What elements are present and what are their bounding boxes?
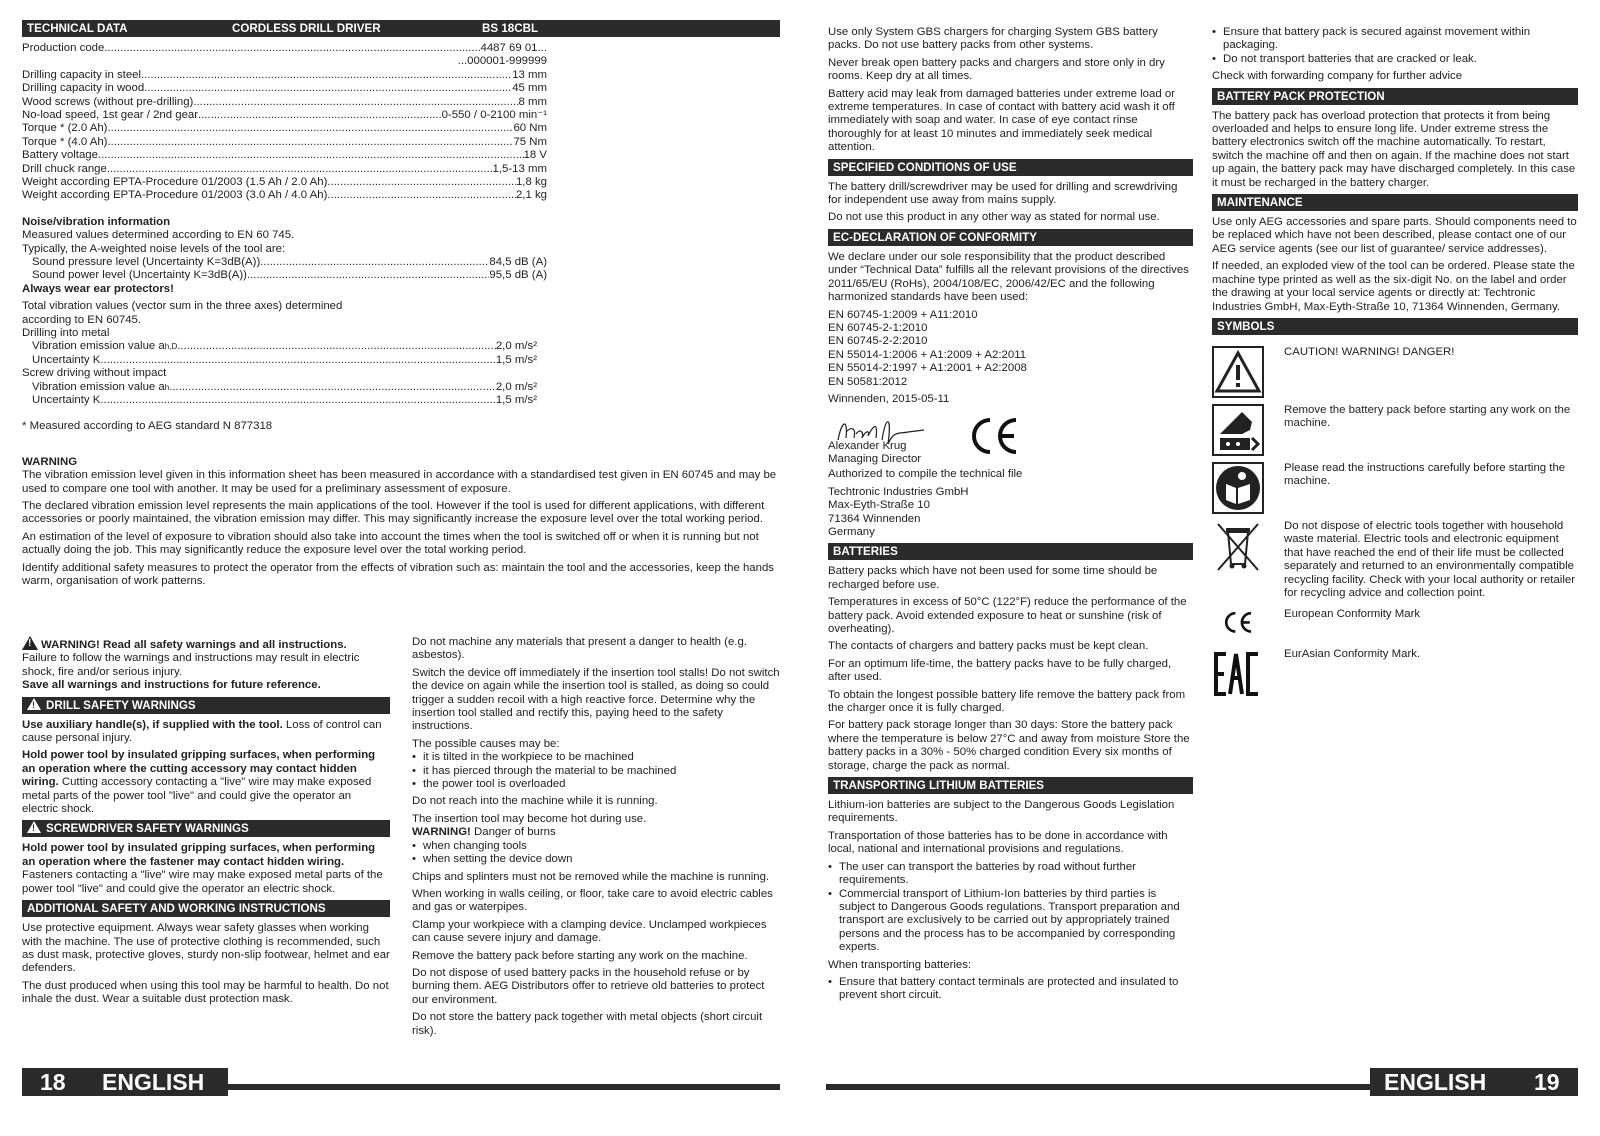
spec-label: Vibration emission value a [32, 340, 165, 353]
right-footer-rule [826, 1084, 1370, 1090]
spec-row [22, 269, 547, 282]
drill-safety-header-label: DRILL SAFETY WARNINGS [46, 698, 196, 712]
spec-subscript: h [164, 382, 170, 392]
spec-row [22, 256, 547, 269]
spec-row [22, 96, 547, 109]
standards-list [828, 309, 1193, 389]
page-number: 19 [1534, 1069, 1560, 1095]
spec-row [22, 122, 547, 135]
maintenance-paragraph: Use only AEG accessories and spare parts. Should components need to be replaced which have not been described, please contact one of our AEG service agents (see our list of guarantee/ service addresses). [1212, 216, 1577, 255]
spec-label: Sound pressure level (Uncertainty K=3dB(A)) [32, 255, 261, 268]
vibration-screw-table [22, 381, 537, 408]
spec-row [22, 149, 547, 162]
symbols-header [1212, 318, 1578, 335]
cause-item: • it is tilted in the workpiece to be machined [412, 751, 780, 764]
spec-value: 18 V [523, 149, 547, 162]
left-page-technical [22, 20, 780, 592]
spec-row [22, 69, 547, 82]
additional-safety-header [22, 900, 390, 917]
ec-declaration-header [828, 229, 1193, 246]
spec-value: 95,5 dB (A) [489, 269, 547, 282]
spec-label: Drill chuck range [22, 162, 107, 175]
leader-dots [98, 149, 524, 162]
spec-value: 1,5 m/s² [495, 393, 537, 406]
leader-dots [104, 42, 480, 55]
spec-value: 84,5 dB (A) [489, 255, 547, 268]
signer-role: Managing Director [828, 453, 922, 466]
additional-safety-paragraph: The dust produced when using this tool may be harmful to health. Do not inhale the dust. Wear a suitable dust protection mask. [22, 979, 389, 1006]
company-line: Techtronic Industries GmbH [828, 485, 969, 498]
vibration-screw-title: Screw driving without impact [22, 367, 167, 380]
leader-dots [100, 354, 495, 367]
battery-paragraph: Use only System GBS chargers for charging System GBS battery packs. Do not use battery packs from other systems. [828, 26, 1158, 52]
drill-safety-paragraph [22, 719, 390, 746]
maintenance-paragraph: If needed, an exploded view of the tool can be ordered. Please state the machine type printed as well as the six-digit No. on the label and order the drawing at your local service agents or directly at: Techtronic Industries GmbH, Max-Eyth-Straße 10, 71364 Winnenden, Germany. [1212, 260, 1575, 313]
additional-safety-header-label: ADDITIONAL SAFETY AND WORKING INSTRUCTIONS [27, 902, 326, 916]
specified-paragraph: The battery drill/screwdriver may be used for drilling and screwdriving for independent use away from mains supply. [828, 180, 1178, 207]
spec-row [22, 42, 547, 55]
specified-conditions-label: SPECIFIED CONDITIONS OF USE [833, 160, 1017, 174]
burns-list [412, 840, 780, 867]
transport-item: • Ensure that battery contact terminals are protected and insulated to prevent short circuit. [828, 976, 1193, 1003]
spec-label: No-load speed, 1st gear / 2nd gear [22, 108, 199, 121]
leader-dots [107, 136, 513, 149]
screwdriver-safety-text: Fasteners contacting a "live" wire may make exposed metal parts of the power tool "live" and could give the operator an electric shock. [22, 869, 383, 895]
symbol-text: Do not dispose of electric tools together with household waste material. Electric tools and electronic equipment that have reached the end of their life must be collected separately and returned to an environmentally compatible recycling facility. Check with your local authority or retailer for recycling advice and collection point. [1284, 519, 1575, 599]
batteries-paragraph: Battery packs which have not been used for some time should be recharged before use. [828, 565, 1158, 591]
right-footer [1370, 1068, 1578, 1096]
spec-value: 1,8 kg [515, 175, 547, 188]
symbol-text: CAUTION! WARNING! DANGER! [1284, 345, 1455, 358]
spec-row [22, 176, 547, 189]
noise-table [22, 256, 547, 283]
standard-item: EN 50581:2012 [828, 375, 908, 388]
spec-label: Torque * (4.0 Ah) [22, 135, 108, 148]
read-manual-icon [1212, 462, 1264, 514]
battery-paragraph: Never break open battery packs and chargers and store only in dry rooms. Keep dry at all times. [828, 56, 1165, 83]
spec-row [22, 394, 537, 407]
leader-dots [141, 69, 512, 82]
batteries-paragraph: To obtain the longest possible battery life remove the battery pack from the charger once it is fully charged. [828, 688, 1186, 715]
leader-dots [247, 269, 489, 282]
causes-list [412, 751, 780, 791]
general-warning [22, 636, 390, 652]
transport-item: • The user can transport the batteries by road without further requirements. [828, 861, 1193, 888]
company-line: 71364 Winnenden [828, 512, 921, 525]
instruction-paragraph: The insertion tool may become hot during use. [412, 812, 647, 825]
screwdriver-safety-header-label: SCREWDRIVER SAFETY WARNINGS [46, 822, 249, 836]
spec-label: Torque * (2.0 Ah) [22, 122, 108, 135]
company-address [828, 486, 1193, 540]
batteries-paragraph: The contacts of chargers and battery packs must be kept clean. [828, 640, 1149, 653]
warning-paragraph: An estimation of the level of exposure to vibration should also take into account the times when the tool is switched off or when it is running but not actually doing the job. This may significantly reduce the exposure level over the total working period. [22, 530, 759, 557]
batteries-paragraph: For an optimum life-time, the battery packs have to be fully charged, after used. [828, 657, 1172, 684]
additional-safety-paragraph: Use protective equipment. Always wear safety glasses when working with the machine. The use of protective clothing is recommended, such as dust mask, protective gloves, sturdy non-slip footwear, helmet and ear defenders. [22, 922, 390, 975]
header-product-name: CORDLESS DRILL DRIVER [232, 22, 381, 35]
left-footer-rule [228, 1084, 780, 1090]
ec-paragraph: We declare under our sole responsibility that the product described under “Technical Data” fulfills all the relevant provisions of the directives 2011/65/EU (RoHs), 2004/108/EC, 2006/42/EC and the following harmonized standards have been used: [828, 250, 1189, 304]
warning-triangle-icon [22, 636, 38, 650]
spec-row [22, 55, 547, 68]
transport-item: • Do not transport batteries that are cracked or leak. [1212, 53, 1578, 66]
burn-item: • when setting the device down [412, 853, 780, 866]
warning-triangle-icon [27, 698, 41, 710]
spec-label: Weight according EPTA-Procedure 01/2003 (3.0 Ah / 4.0 Ah) [22, 189, 328, 202]
leader-dots [193, 96, 518, 109]
leader-dots [107, 163, 493, 176]
leader-dots [198, 109, 442, 122]
signer-name: Alexander Krug [828, 440, 907, 453]
spec-label: Drilling capacity in steel [22, 68, 142, 81]
noise-line: Measured values determined according to EN 60 745. [22, 229, 295, 242]
spec-value: 75 Nm [513, 135, 547, 148]
transporting-paragraph: Transportation of those batteries has to be done in accordance with local, national and international provisions and regulations. [828, 829, 1168, 856]
instruction-paragraph: Do not machine any materials that present a danger to health (e.g. asbestos). [412, 636, 747, 662]
spec-row [22, 381, 537, 394]
burns-warning-text: Danger of burns [470, 826, 556, 839]
symbol-text: EurAsian Conformity Mark. [1284, 648, 1421, 661]
leader-dots [100, 394, 495, 407]
warning-paragraph: The declared vibration emission level represents the main applications of the tool. However if the tool is used for different applications, with different accessories or poorly maintained, the vibration emission may differ. This may significantly increase the exposure level over the total working period. [22, 499, 765, 526]
transport-item: • Commercial transport of Lithium-Ion batteries by third parties is subject to Dangerous Goods regulations. Transport preparation and transport are exclusively to be carried out by appropriately trained persons and the process has to be accompanied by corresponding experts. [828, 888, 1193, 955]
spec-label: Vibration emission value a [32, 380, 165, 393]
leader-dots [169, 381, 496, 394]
general-warning-title: WARNING! Read all safety warnings and all instructions. [41, 639, 347, 651]
spec-label: Battery voltage [22, 149, 98, 162]
forwarding-note: Check with forwarding company for further advice [1212, 70, 1463, 83]
noise-title: Noise/vibration information [22, 215, 171, 228]
vibration-line: Total vibration values (vector sum in the three axes) determined [22, 300, 343, 313]
symbols-label: SYMBOLS [1217, 319, 1275, 333]
spec-value: 13 mm [512, 68, 547, 81]
symbol-row [1212, 608, 1578, 642]
batteries-paragraph: For battery pack storage longer than 30 days: Store the battery pack where the temperature is below 27°C and away from moisture Store the battery packs in a 30% - 50% charged condition Every six months of storage, charge the pack as normal. [828, 719, 1190, 772]
instruction-paragraph: When working in walls ceiling, or floor, take care to avoid electric cables and gas or waterpipes. [412, 887, 773, 914]
battery-protection-header [1212, 88, 1578, 105]
drill-safety-bold: Hold power tool by insulated gripping surfaces, when performing an operation where the cutting accessory may contact hidden wiring. [22, 749, 376, 789]
page-number: 18 [40, 1069, 66, 1095]
standard-item: EN 60745-1:2009 + A11:2010 [828, 308, 978, 321]
company-line: Germany [828, 525, 875, 538]
standard-item: EN 55014-2:1997 + A1:2001 + A2:2008 [828, 362, 1027, 375]
leader-dots [327, 176, 516, 189]
symbol-row [1212, 404, 1578, 456]
footer-language: ENGLISH [1384, 1069, 1487, 1095]
transport-list [828, 861, 1193, 955]
technical-data-header [22, 20, 780, 37]
spec-label: Uncertainty K [32, 393, 101, 406]
place-date: Winnenden, 2015-05-11 [828, 392, 950, 405]
transporting-paragraph: Lithium-ion batteries are subject to the Dangerous Goods Legislation requirements. [828, 799, 1175, 825]
drill-safety-bold: Use auxiliary handle(s), if supplied with the tool. [22, 718, 283, 731]
screwdriver-safety-header [22, 820, 390, 837]
spec-value: ...000001-999999 [457, 55, 547, 68]
spec-subscript: h,D [164, 342, 178, 352]
instruction-paragraph: Clamp your workpiece with a clamping device. Unclamped workpieces can cause severe injury and damage. [412, 918, 767, 945]
instruction-paragraph: Do not store the battery pack together with metal objects (short circuit risk). [412, 1011, 763, 1037]
screwdriver-safety-paragraph [22, 842, 390, 896]
standard-item: EN 60745-2-2:2010 [828, 335, 928, 348]
batteries-label: BATTERIES [833, 545, 898, 559]
drill-safety-header [22, 697, 390, 714]
left-footer [22, 1068, 228, 1096]
warning-title: WARNING [22, 455, 78, 468]
ce-mark-icon [1212, 608, 1264, 642]
footer-language: ENGLISH [102, 1069, 205, 1095]
spec-label: Weight according EPTA-Procedure 01/2003 (1.5 Ah / 2.0 Ah) [22, 175, 328, 188]
spec-value: 8 mm [518, 95, 547, 108]
transporting-label: TRANSPORTING LITHIUM BATTERIES [833, 779, 1045, 793]
symbol-row [1212, 346, 1578, 398]
right-page-col1 [828, 26, 1193, 1007]
remove-battery-icon [1212, 404, 1264, 456]
spec-row [22, 354, 537, 367]
right-page-col2 [1212, 26, 1578, 706]
battery-paragraph: Battery acid may leak from damaged batteries under extreme load or extreme temperatures. In case of contact with battery acid wash it off immediately with soap and water. In case of eye contact rinse thoroughly for at least 10 minutes and immediately seek medical attention. [828, 87, 1175, 154]
ear-protection: Always wear ear protectors! [22, 282, 174, 295]
warning-triangle-icon [27, 821, 41, 833]
general-warning-text: Failure to follow the warnings and instructions may result in electric shock, fire and/or serious injury. [22, 652, 360, 678]
spec-table [22, 42, 547, 203]
spec-value: 60 Nm [513, 122, 547, 135]
left-page-safety [22, 636, 390, 1011]
transport-list-continued [1212, 26, 1578, 66]
screwdriver-safety-bold: Hold power tool by insulated gripping surfaces, when performing an operation where the fastener may contact hidden wiring. [22, 842, 376, 868]
instruction-paragraph: Switch the device off immediately if the insertion tool stalls! Do not switch the device on again while the insertion tool is stalled, as doing so could trigger a sudden recoil with a high reactive force. Determine why the insertion tool stalled and rectify this, paying heed to the safety instructions. [412, 666, 780, 733]
spec-row [22, 82, 547, 95]
warning-paragraph: The vibration emission level given in this information sheet has been measured in accordance with a standardised test given in EN 60745 and may be used to compare one tool with another. It may be used for a preliminary assessment of exposure. [22, 469, 777, 495]
transport-list [828, 976, 1193, 1003]
burn-item: • when changing tools [412, 840, 780, 853]
instruction-paragraph: Do not reach into the machine while it is running. [412, 795, 658, 808]
spec-row [22, 136, 547, 149]
drill-safety-text: Cutting accessory contacting a "live" wire may make exposed metal parts of the power tool "live" and could give the operator an electric shock. [22, 776, 372, 816]
authorized-text: Authorized to compile the technical file [828, 468, 1023, 481]
symbol-row [1212, 520, 1578, 600]
spec-row [22, 340, 537, 353]
spec-label: Wood screws (without pre-drilling) [22, 95, 194, 108]
leader-dots [144, 82, 512, 95]
spec-value: 1,5 m/s² [495, 353, 537, 366]
spec-value: 2,0 m/s² [495, 340, 537, 353]
maintenance-label: MAINTENANCE [1217, 196, 1303, 210]
transporting-paragraph: When transporting batteries: [828, 958, 972, 971]
spec-row [22, 189, 547, 202]
instruction-paragraph: Chips and splinters must not be removed while the machine is running. [412, 870, 770, 883]
symbol-text: European Conformity Mark [1284, 608, 1421, 621]
left-page-instructions [412, 636, 780, 1042]
drill-safety-text: Loss of control can cause personal injury. [22, 718, 382, 745]
spec-row [22, 109, 547, 122]
cause-item: • the power tool is overloaded [412, 778, 780, 791]
spec-value: 2,1 kg [515, 189, 547, 202]
cause-item: • it has pierced through the material to be machined [412, 765, 780, 778]
spec-row [22, 163, 547, 176]
specified-conditions-header [828, 159, 1193, 176]
spec-value: 4487 69 01... [480, 42, 547, 54]
battery-protection-paragraph: The battery pack has overload protection that protects it from being overloaded and helps to ensure long life. Under extreme stress the battery electronics switch off the machine automatically. To restart, switch the machine off and then on again. If the machine does not start up again, the battery pack may have discharged completely. In this case it must be recharged in the battery charger. [1212, 109, 1576, 189]
transporting-header [828, 777, 1193, 794]
spec-value: 0-550 / 0-2100 min⁻¹ [441, 108, 547, 121]
spec-label: Production code [22, 42, 105, 54]
caution-triangle-icon [1212, 346, 1264, 398]
leader-dots [260, 256, 489, 269]
warning-paragraph: Identify additional safety measures to protect the operator from the effects of vibration such as: maintain the tool and the accessories, keep the hands warm, organisation of work patterns. [22, 561, 775, 587]
spec-value: 2,0 m/s² [495, 380, 537, 393]
battery-protection-label: BATTERY PACK PROTECTION [1217, 89, 1385, 103]
spec-label: Drilling capacity in wood [22, 82, 145, 95]
vibration-line: according to EN 60745. [22, 313, 142, 326]
standard-item: EN 55014-1:2006 + A1:2009 + A2:2011 [828, 348, 1027, 361]
eac-mark-icon [1212, 648, 1264, 700]
weee-bin-icon [1212, 520, 1264, 572]
symbol-row [1212, 462, 1578, 514]
batteries-header [828, 543, 1193, 560]
standard-item: EN 60745-2-1:2010 [828, 321, 928, 334]
instruction-paragraph: Remove the battery pack before starting any work on the machine. [412, 949, 748, 962]
symbol-row [1212, 648, 1578, 700]
batteries-paragraph: Temperatures in excess of 50°C (122°F) reduce the performance of the battery pack. Avoid extended exposure to heat or sunshine (risk of overheating). [828, 596, 1187, 635]
drill-safety-paragraph [22, 749, 390, 816]
measured-note: * Measured according to AEG standard N 877318 [22, 420, 273, 433]
leader-dots [177, 340, 496, 353]
spec-label: Uncertainty K [32, 353, 101, 366]
signature-block [828, 406, 1193, 468]
symbol-text: Remove the battery pack before starting any work on the machine. [1284, 403, 1571, 430]
save-instructions: Save all warnings and instructions for future reference. [22, 679, 321, 692]
ce-mark-icon [966, 416, 1022, 456]
vibration-drill-table [22, 340, 537, 367]
header-technical-data: TECHNICAL DATA [27, 22, 128, 35]
symbol-text: Please read the instructions carefully before starting the machine. [1284, 461, 1566, 488]
transport-item: • Ensure that battery pack is secured against movement within packaging. [1212, 26, 1578, 53]
noise-line: Typically, the A-weighted noise levels of the tool are: [22, 242, 286, 255]
header-model: BS 18CBL [482, 22, 539, 35]
vibration-drill-title: Drilling into metal [22, 326, 110, 339]
company-line: Max-Eyth-Straße 10 [828, 499, 930, 512]
leader-dots [107, 122, 513, 135]
burns-warning [412, 826, 780, 839]
instruction-paragraph: The possible causes may be: [412, 737, 560, 750]
specified-paragraph: Do not use this product in any other way as stated for normal use. [828, 211, 1160, 224]
leader-dots [327, 189, 516, 202]
burns-warning-bold: WARNING! [412, 826, 471, 839]
instruction-paragraph: Do not dispose of used battery packs in the household refuse or by burning them. AEG Distributors offer to retrieve old batteries to protect our environment. [412, 966, 765, 1006]
ec-declaration-label: EC-DECLARATION OF CONFORMITY [833, 230, 1037, 244]
spec-label: Sound power level (Uncertainty K=3dB(A)) [32, 269, 247, 282]
spec-value: 45 mm [512, 82, 547, 95]
maintenance-header [1212, 194, 1578, 211]
spec-value: 1,5-13 mm [492, 162, 547, 175]
